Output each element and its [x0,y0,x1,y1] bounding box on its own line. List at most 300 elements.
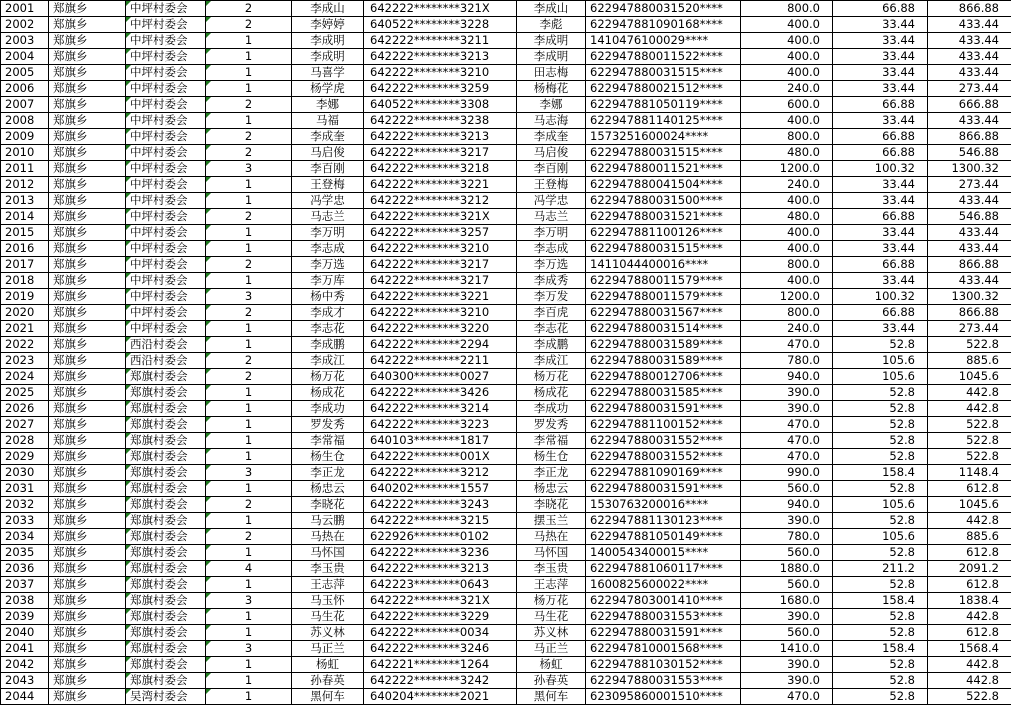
row-number: 2019 [1,289,49,305]
amount-cell: 400.0 [741,113,833,129]
applicant-name-cell: 孙春英 [292,673,364,689]
id-number-cell: 642222********3259 [364,81,517,97]
total-cell: 666.88 [928,97,1011,113]
account-holder-cell: 李娜 [517,97,586,113]
total-cell: 522.8 [928,689,1011,705]
amount-cell: 400.0 [741,49,833,65]
village-committee-cell: 中坪村委会 [126,289,206,305]
township-cell: 郑旗乡 [49,689,126,705]
village-committee-cell: 中坪村委会 [126,305,206,321]
id-number-cell: 642222********3210 [364,65,517,81]
account-holder-cell: 李常福 [517,433,586,449]
township-cell: 郑旗乡 [49,545,126,561]
account-holder-cell: 黑何车 [517,689,586,705]
applicant-name-cell: 李成才 [292,305,364,321]
subsidy-cell: 33.44 [833,273,928,289]
township-cell: 郑旗乡 [49,481,126,497]
applicant-name-cell: 李成奎 [292,129,364,145]
applicant-name-cell: 冯学忠 [292,193,364,209]
row-number: 2002 [1,17,49,33]
subsidy-cell: 52.8 [833,401,928,417]
row-number: 2018 [1,273,49,289]
bank-account-cell: 1400543400015**** [586,545,741,561]
township-cell: 郑旗乡 [49,129,126,145]
account-holder-cell: 李百虎 [517,305,586,321]
total-cell: 522.8 [928,433,1011,449]
total-cell: 442.8 [928,401,1011,417]
subsidy-cell: 100.32 [833,161,928,177]
township-cell: 郑旗乡 [49,113,126,129]
amount-cell: 800.0 [741,305,833,321]
amount-cell: 400.0 [741,225,833,241]
bank-account-cell: 622947880031591**** [586,625,741,641]
amount-cell: 560.0 [741,545,833,561]
bank-account-cell: 622947880012706**** [586,369,741,385]
amount-cell: 480.0 [741,209,833,225]
account-holder-cell: 李晓花 [517,497,586,513]
household-count-cell: 1 [206,337,292,353]
amount-cell: 1410.0 [741,641,833,657]
row-number: 2007 [1,97,49,113]
total-cell: 273.44 [928,177,1011,193]
household-count-cell: 1 [206,433,292,449]
bank-account-cell: 622947880011579**** [586,289,741,305]
id-number-cell: 642222********3217 [364,273,517,289]
applicant-name-cell: 李玉贵 [292,561,364,577]
amount-cell: 800.0 [741,257,833,273]
township-cell: 郑旗乡 [49,433,126,449]
bank-account-cell: 1573251600024**** [586,129,741,145]
bank-account-cell: 622947881100152**** [586,417,741,433]
township-cell: 郑旗乡 [49,65,126,81]
id-number-cell: 642222********3210 [364,305,517,321]
bank-account-cell: 622947880041504**** [586,177,741,193]
table-row [1,321,1011,337]
row-number: 2011 [1,161,49,177]
township-cell: 郑旗乡 [49,625,126,641]
township-cell: 郑旗乡 [49,641,126,657]
table-row [1,497,1011,513]
household-count-cell: 2 [206,1,292,17]
subsidy-cell: 33.44 [833,225,928,241]
table-row [1,145,1011,161]
subsidy-cell: 105.6 [833,529,928,545]
id-number-cell: 642222********3236 [364,545,517,561]
village-committee-cell: 中坪村委会 [126,257,206,273]
amount-cell: 470.0 [741,689,833,705]
row-number: 2020 [1,305,49,321]
row-number: 2044 [1,689,49,705]
subsidy-cell: 33.44 [833,49,928,65]
bank-account-cell: 622947880031589**** [586,353,741,369]
applicant-name-cell: 马生花 [292,609,364,625]
bank-account-cell: 622947881090168**** [586,17,741,33]
township-cell: 郑旗乡 [49,177,126,193]
total-cell: 866.88 [928,129,1011,145]
applicant-name-cell: 马怀国 [292,545,364,561]
row-number: 2036 [1,561,49,577]
account-holder-cell: 马志海 [517,113,586,129]
household-count-cell: 1 [206,81,292,97]
subsidy-cell: 33.44 [833,193,928,209]
subsidy-cell: 33.44 [833,321,928,337]
table-row [1,1,1011,17]
table-row [1,257,1011,273]
table-row [1,81,1011,97]
township-cell: 郑旗乡 [49,561,126,577]
id-number-cell: 642222********3257 [364,225,517,241]
household-count-cell: 1 [206,609,292,625]
applicant-name-cell: 马启俊 [292,145,364,161]
subsidy-cell: 52.8 [833,417,928,433]
amount-cell: 390.0 [741,513,833,529]
account-holder-cell: 李成明 [517,49,586,65]
township-cell: 郑旗乡 [49,369,126,385]
row-number: 2032 [1,497,49,513]
id-number-cell: 640103********1817 [364,433,517,449]
id-number-cell: 642222********3213 [364,561,517,577]
account-holder-cell: 李万发 [517,289,586,305]
table-row [1,641,1011,657]
household-count-cell: 2 [206,257,292,273]
subsidy-cell: 33.44 [833,241,928,257]
id-number-cell: 642222********3246 [364,641,517,657]
account-holder-cell: 杨忠云 [517,481,586,497]
account-holder-cell: 马启俊 [517,145,586,161]
row-number: 2028 [1,433,49,449]
bank-account-cell: 622947881050149**** [586,529,741,545]
total-cell: 522.8 [928,449,1011,465]
total-cell: 885.6 [928,353,1011,369]
id-number-cell: 642222********3426 [364,385,517,401]
subsidy-cell: 52.8 [833,577,928,593]
household-count-cell: 1 [206,513,292,529]
village-committee-cell: 中坪村委会 [126,145,206,161]
subsidy-cell: 158.4 [833,593,928,609]
township-cell: 郑旗乡 [49,241,126,257]
applicant-name-cell: 马喜学 [292,65,364,81]
household-count-cell: 1 [206,689,292,705]
bank-account-cell: 622947880011579**** [586,273,741,289]
subsidy-cell: 52.8 [833,625,928,641]
amount-cell: 780.0 [741,353,833,369]
bank-account-cell: 622947810001568**** [586,641,741,657]
account-holder-cell: 马正兰 [517,641,586,657]
applicant-name-cell: 王登梅 [292,177,364,193]
id-number-cell: 642223********0643 [364,577,517,593]
id-number-cell: 642222********321X [364,1,517,17]
id-number-cell: 642222********3213 [364,129,517,145]
id-number-cell: 642222********3221 [364,289,517,305]
bank-account-cell: 622947880011522**** [586,49,741,65]
applicant-name-cell: 李志花 [292,321,364,337]
bank-account-cell: 622947880031591**** [586,401,741,417]
table-row [1,209,1011,225]
village-committee-cell: 中坪村委会 [126,273,206,289]
row-number: 2009 [1,129,49,145]
bank-account-cell: 622947880031514**** [586,321,741,337]
subsidy-cell: 66.88 [833,257,928,273]
subsidy-cell: 52.8 [833,337,928,353]
township-cell: 郑旗乡 [49,497,126,513]
subsidy-cell: 52.8 [833,433,928,449]
household-count-cell: 1 [206,545,292,561]
subsidy-cell: 33.44 [833,65,928,81]
id-number-cell: 642222********3229 [364,609,517,625]
bank-account-cell: 1600825600022**** [586,577,741,593]
table-row [1,561,1011,577]
bank-account-cell: 1530763200016**** [586,497,741,513]
village-committee-cell: 中坪村委会 [126,65,206,81]
township-cell: 郑旗乡 [49,449,126,465]
account-holder-cell: 李成鹏 [517,337,586,353]
total-cell: 433.44 [928,113,1011,129]
township-cell: 郑旗乡 [49,305,126,321]
township-cell: 郑旗乡 [49,17,126,33]
total-cell: 522.8 [928,337,1011,353]
subsidy-cell: 100.32 [833,289,928,305]
township-cell: 郑旗乡 [49,529,126,545]
table-row [1,113,1011,129]
household-count-cell: 1 [206,577,292,593]
amount-cell: 940.0 [741,497,833,513]
applicant-name-cell: 李成明 [292,49,364,65]
amount-cell: 990.0 [741,465,833,481]
subsidy-cell: 52.8 [833,513,928,529]
account-holder-cell: 王志萍 [517,577,586,593]
applicant-name-cell: 黑何车 [292,689,364,705]
id-number-cell: 642222********2211 [364,353,517,369]
village-committee-cell: 西沿村委会 [126,353,206,369]
household-count-cell: 3 [206,641,292,657]
household-count-cell: 2 [206,17,292,33]
household-count-cell: 2 [206,529,292,545]
household-count-cell: 1 [206,673,292,689]
row-number: 2029 [1,449,49,465]
applicant-name-cell: 杨中秀 [292,289,364,305]
bank-account-cell: 622947880031567**** [586,305,741,321]
applicant-name-cell: 李志成 [292,241,364,257]
row-number: 2021 [1,321,49,337]
village-committee-cell: 郑旗村委会 [126,449,206,465]
id-number-cell: 642222********3238 [364,113,517,129]
applicant-name-cell: 马正兰 [292,641,364,657]
village-committee-cell: 中坪村委会 [126,209,206,225]
village-committee-cell: 郑旗村委会 [126,561,206,577]
amount-cell: 780.0 [741,529,833,545]
township-cell: 郑旗乡 [49,273,126,289]
row-number: 2003 [1,33,49,49]
applicant-name-cell: 马福 [292,113,364,129]
subsidy-cell: 105.6 [833,497,928,513]
bank-account-cell: 622947881130123**** [586,513,741,529]
row-number: 2022 [1,337,49,353]
subsidy-cell: 52.8 [833,545,928,561]
total-cell: 442.8 [928,657,1011,673]
village-committee-cell: 中坪村委会 [126,129,206,145]
total-cell: 612.8 [928,577,1011,593]
row-number: 2041 [1,641,49,657]
village-committee-cell: 中坪村委会 [126,177,206,193]
account-holder-cell: 孙春英 [517,673,586,689]
bank-account-cell: 622947880031515**** [586,65,741,81]
table-row [1,657,1011,673]
row-number: 2001 [1,1,49,17]
amount-cell: 390.0 [741,657,833,673]
township-cell: 郑旗乡 [49,321,126,337]
village-committee-cell: 郑旗村委会 [126,657,206,673]
row-number: 2006 [1,81,49,97]
bank-account-cell: 622947803001410**** [586,593,741,609]
amount-cell: 800.0 [741,129,833,145]
row-number: 2034 [1,529,49,545]
amount-cell: 470.0 [741,433,833,449]
village-committee-cell: 郑旗村委会 [126,529,206,545]
household-count-cell: 3 [206,593,292,609]
household-count-cell: 2 [206,145,292,161]
table-row [1,161,1011,177]
id-number-cell: 642222********3213 [364,49,517,65]
subsidy-cell: 52.8 [833,449,928,465]
subsidy-cell: 33.44 [833,33,928,49]
village-committee-cell: 中坪村委会 [126,1,206,17]
total-cell: 433.44 [928,33,1011,49]
row-number: 2030 [1,465,49,481]
household-count-cell: 2 [206,497,292,513]
row-number: 2026 [1,401,49,417]
total-cell: 612.8 [928,481,1011,497]
township-cell: 郑旗乡 [49,673,126,689]
applicant-name-cell: 李成山 [292,1,364,17]
applicant-name-cell: 李成鹏 [292,337,364,353]
account-holder-cell: 李成奎 [517,129,586,145]
total-cell: 433.44 [928,193,1011,209]
township-cell: 郑旗乡 [49,593,126,609]
total-cell: 1568.4 [928,641,1011,657]
township-cell: 郑旗乡 [49,49,126,65]
total-cell: 433.44 [928,273,1011,289]
row-number: 2014 [1,209,49,225]
applicant-name-cell: 杨生仓 [292,449,364,465]
bank-account-cell: 622947880031591**** [586,481,741,497]
applicant-name-cell: 李成功 [292,401,364,417]
id-number-cell: 642222********3214 [364,401,517,417]
total-cell: 522.8 [928,417,1011,433]
account-holder-cell: 马怀国 [517,545,586,561]
applicant-name-cell: 罗发秀 [292,417,364,433]
table-row [1,225,1011,241]
township-cell: 郑旗乡 [49,209,126,225]
applicant-name-cell: 苏义林 [292,625,364,641]
township-cell: 郑旗乡 [49,289,126,305]
row-number: 2023 [1,353,49,369]
account-holder-cell: 李百刚 [517,161,586,177]
household-count-cell: 2 [206,129,292,145]
row-number: 2040 [1,625,49,641]
row-number: 2031 [1,481,49,497]
subsidy-cell: 66.88 [833,305,928,321]
amount-cell: 400.0 [741,17,833,33]
total-cell: 433.44 [928,49,1011,65]
table-row [1,17,1011,33]
id-number-cell: 642222********321X [364,209,517,225]
table-row [1,465,1011,481]
subsidy-cell: 52.8 [833,481,928,497]
village-committee-cell: 郑旗村委会 [126,401,206,417]
table-row [1,97,1011,113]
row-number: 2016 [1,241,49,257]
bank-account-cell: 622947880031520**** [586,1,741,17]
total-cell: 866.88 [928,1,1011,17]
account-holder-cell: 杨虹 [517,657,586,673]
applicant-name-cell: 杨虹 [292,657,364,673]
id-number-cell: 642222********3210 [364,241,517,257]
amount-cell: 240.0 [741,177,833,193]
village-committee-cell: 中坪村委会 [126,193,206,209]
amount-cell: 240.0 [741,321,833,337]
amount-cell: 560.0 [741,625,833,641]
id-number-cell: 642222********3215 [364,513,517,529]
bank-account-cell: 622947880031585**** [586,385,741,401]
bank-account-cell: 1410476100029**** [586,33,741,49]
total-cell: 442.8 [928,673,1011,689]
subsidy-cell: 33.44 [833,81,928,97]
household-count-cell: 2 [206,209,292,225]
account-holder-cell: 马生花 [517,609,586,625]
household-count-cell: 4 [206,561,292,577]
account-holder-cell: 李成山 [517,1,586,17]
id-number-cell: 642222********3217 [364,145,517,161]
row-number: 2017 [1,257,49,273]
village-committee-cell: 吴湾村委会 [126,689,206,705]
id-number-cell: 642222********3218 [364,161,517,177]
row-number: 2039 [1,609,49,625]
id-number-cell: 642222********3221 [364,177,517,193]
village-committee-cell: 郑旗村委会 [126,481,206,497]
village-committee-cell: 中坪村委会 [126,33,206,49]
table-row [1,433,1011,449]
account-holder-cell: 马热在 [517,529,586,545]
account-holder-cell: 杨成花 [517,385,586,401]
account-holder-cell: 李成功 [517,401,586,417]
village-committee-cell: 郑旗村委会 [126,625,206,641]
row-number: 2033 [1,513,49,529]
applicant-name-cell: 杨学虎 [292,81,364,97]
household-count-cell: 1 [206,657,292,673]
account-holder-cell: 李正龙 [517,465,586,481]
applicant-name-cell: 李成明 [292,33,364,49]
village-committee-cell: 郑旗村委会 [126,385,206,401]
amount-cell: 390.0 [741,401,833,417]
id-number-cell: 640300********0027 [364,369,517,385]
table-row [1,577,1011,593]
account-holder-cell: 王登梅 [517,177,586,193]
subsidy-cell: 66.88 [833,209,928,225]
household-count-cell: 1 [206,177,292,193]
id-number-cell: 640522********3308 [364,97,517,113]
household-count-cell: 1 [206,481,292,497]
table-row [1,529,1011,545]
id-number-cell: 642222********3211 [364,33,517,49]
village-committee-cell: 中坪村委会 [126,225,206,241]
township-cell: 郑旗乡 [49,337,126,353]
id-number-cell: 642222********3243 [364,497,517,513]
table-row [1,65,1011,81]
total-cell: 1300.32 [928,289,1011,305]
total-cell: 442.8 [928,609,1011,625]
amount-cell: 400.0 [741,241,833,257]
subsidy-cell: 158.4 [833,465,928,481]
